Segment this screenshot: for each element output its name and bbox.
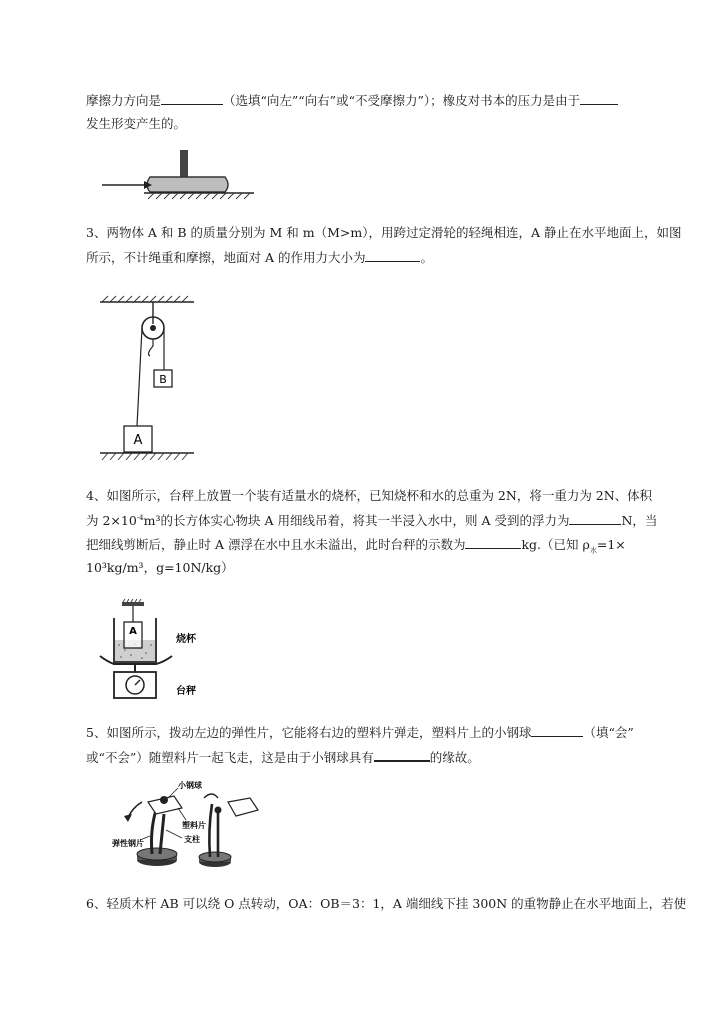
q3-text: 。 [420, 250, 433, 265]
ceiling-hatching [102, 296, 188, 302]
q4-exponent: -4 [136, 514, 144, 522]
q2-answer-blank-2[interactable] [580, 92, 618, 105]
arrow-head-icon [124, 814, 132, 822]
q4-text: N，当 [621, 513, 658, 528]
right-base-top [199, 852, 231, 862]
q4-line-4 [86, 560, 234, 576]
q4-text: 把细线剪断后，静止时 A 漂浮在水中且水未溢出，此时台秤的示数为 [86, 537, 466, 552]
ball-label: 小钢球 [178, 781, 202, 790]
leader-plastic [178, 808, 186, 820]
q5-text: （填“会” [583, 725, 634, 740]
pulley-hook [149, 339, 153, 356]
eraser [180, 150, 188, 177]
q2-answer-blank-1[interactable] [161, 92, 223, 105]
q2-text: （选填“向左”“向右”或“不受摩擦力”）；橡皮对书本的压力是由于 [223, 93, 581, 108]
q5-answer-blank-1[interactable] [531, 724, 583, 737]
q2-text: 发生形变产生的。 [86, 116, 187, 131]
q4-line-1 [86, 488, 652, 504]
q5-text: 的缘故。 [429, 750, 480, 765]
q4-text: =1× [596, 537, 626, 552]
plastic-label: 塑料片 [182, 821, 206, 830]
q4-answer-blank-2[interactable] [465, 536, 521, 549]
right-steel-ball [215, 807, 222, 814]
support-bar [122, 602, 144, 606]
q5-line-1 [86, 724, 634, 741]
q4-text: kg.（已知 ρ [521, 537, 590, 552]
q3-answer-blank[interactable] [365, 249, 420, 262]
q6-line-1 [86, 896, 686, 912]
q4-text: 4、如图所示，台秤上放置一个装有适量水的烧杯，已知烧杯和水的总重为 2N，将一重力为 2N、体积 [86, 488, 653, 503]
left-steel-ball [160, 796, 168, 804]
pulley-axle [150, 325, 156, 331]
dial-needle [135, 680, 140, 685]
spring-label: 弹性钢片 [112, 839, 144, 848]
right-motion-arrow [204, 794, 218, 798]
q2-line-2 [86, 116, 186, 132]
book [147, 177, 228, 192]
q5-answer-blank-2[interactable] [374, 748, 430, 762]
figure-steel-strip [112, 780, 262, 876]
ground-hatching [102, 453, 188, 460]
figure-pulley [98, 294, 198, 466]
block-a-label: A [133, 433, 143, 448]
leader-pillar [166, 830, 182, 838]
q3-line-2 [86, 249, 433, 266]
scale-label: 台秤 [176, 686, 196, 697]
right-steel-strip [209, 804, 212, 857]
q4-answer-blank-1[interactable] [569, 512, 621, 525]
beaker-label: 烧杯 [176, 634, 196, 645]
ground-hatching [148, 193, 250, 199]
block-b-label: B [159, 373, 167, 386]
support-hatching [123, 599, 141, 602]
q4-text: m³的长方体实心物块 A 用细线吊着，将其一半浸入水中，则 A 受到的浮力为 [143, 513, 570, 528]
q4-line-3 [86, 536, 626, 559]
q3-text: 3、两物体 A 和 B 的质量分别为 M 和 m（M>m），用跨过定滑轮的轻绳相连，A 静止在水平地面上，如图 [86, 225, 682, 240]
figure-book-eraser [100, 148, 258, 200]
block-a-label: A [129, 626, 137, 637]
q3-text: 所示，不计绳重和摩擦，地面对 A 的作用力大小为 [86, 250, 366, 265]
q4-text: 为 2×10 [86, 513, 137, 528]
left-base-top [137, 848, 177, 860]
q2-line-1 [86, 92, 618, 109]
rope-to-a [137, 328, 142, 426]
right-plastic-card [228, 798, 258, 816]
q6-text: 6、轻质木杆 AB 可以绕 O 点转动，OA：OB＝3：1，A 端细线下挂 300N 的重物静止在水平地面上，若使 [86, 896, 687, 911]
q2-text: 摩擦力方向是 [86, 93, 162, 108]
q3-line-1 [86, 225, 682, 241]
q5-text: 或“不会”）随塑料片一起飞走，这是由于小钢球具有 [86, 750, 374, 765]
q4-line-2 [86, 512, 657, 529]
q5-text: 5、如图所示，拨动左边的弹性片，它能将右边的塑料片弹走，塑料片上的小钢球 [86, 725, 532, 740]
figure-beaker-scale [98, 598, 208, 710]
q5-line-2 [86, 748, 480, 766]
left-steel-strip [152, 810, 157, 854]
q4-text: 10³kg/m³，g=10N/kg） [86, 560, 234, 575]
pillar-label: 支柱 [184, 835, 200, 844]
q4-subscript: 水 [589, 546, 597, 555]
